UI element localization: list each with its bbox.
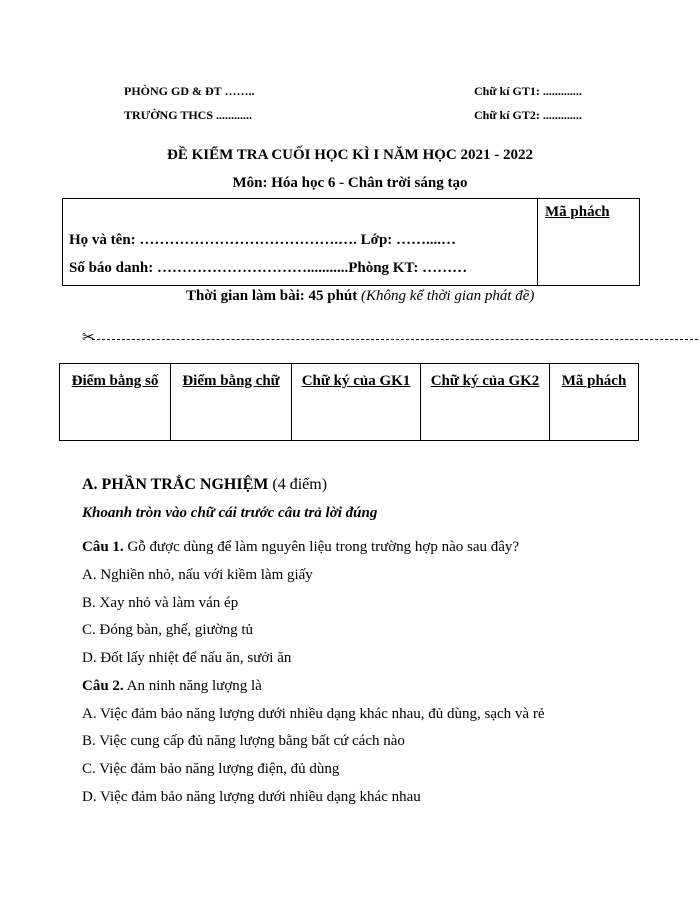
exam-subject: Môn: Hóa học 6 - Chân trời sáng tạo: [232, 175, 468, 191]
candidate-number-field: Số báo danh: …………………………...........Phòng KT: ………: [69, 260, 468, 276]
q1-option-c[interactable]: C. Đóng bàn, ghế, giường tủ: [82, 622, 254, 638]
q2-option-a[interactable]: A. Việc đảm bảo năng lượng dưới nhiều dạng khác nhau, đủ dùng, sạch và rẻ: [82, 706, 545, 722]
section-a-points: (4 điểm): [268, 476, 328, 493]
q1-option-d[interactable]: D. Đốt lấy nhiệt để nấu ăn, sưởi ăn: [82, 650, 292, 666]
q1-option-a[interactable]: A. Nghiền nhỏ, nấu với kiềm làm giấy: [82, 567, 313, 583]
department-label: PHÒNG GD & ĐT ……..: [124, 84, 255, 98]
ma-phach-label: Mã phách: [545, 204, 610, 220]
gk1-signature-header: Chữ ký của GK1: [292, 364, 421, 441]
exam-time-note: (Không kể thời gian phát đề): [361, 288, 535, 304]
q1-option-b[interactable]: B. Xay nhỏ và làm ván ép: [82, 595, 239, 611]
question-2: [82, 678, 262, 695]
question-1: [82, 539, 519, 556]
exam-time: [186, 288, 534, 305]
student-info-box: [62, 198, 640, 286]
q2-option-d[interactable]: D. Việc đảm bảo năng lượng dưới nhiều dạng khác nhau: [82, 789, 421, 805]
school-label: TRƯỜNG THCS ............: [124, 108, 253, 122]
score-table: [59, 363, 639, 441]
question-1-text: Gỗ được dùng để làm nguyên liệu trong trường hợp nào sau đây?: [123, 539, 520, 555]
section-a-instruction: Khoanh tròn vào chữ cái trước câu trả lời đúng: [82, 505, 378, 521]
score-words-header: Điểm bằng chữ: [171, 364, 292, 441]
question-2-text: An ninh năng lượng là: [123, 678, 262, 694]
score-number-header: Điểm bằng số: [60, 364, 171, 441]
info-box-divider: [537, 199, 538, 285]
section-a-heading: [82, 476, 327, 494]
gk2-signature-header: Chữ ký của GK2: [421, 364, 550, 441]
signature-gt2: Chữ kí GT2: .............: [474, 108, 582, 122]
question-1-label: Câu 1.: [82, 539, 124, 555]
table-row: [60, 364, 639, 441]
exam-title: ĐỀ KIỂM TRA CUỐI HỌC KÌ I NĂM HỌC 2021 - 2022: [167, 147, 533, 163]
cut-line: [92, 339, 698, 340]
signature-gt1: Chữ kí GT1: .............: [474, 84, 582, 98]
exam-time-main: Thời gian làm bài: 45 phút: [186, 288, 362, 304]
scissors-icon: ✂: [82, 330, 95, 346]
ma-phach-header: Mã phách: [550, 364, 639, 441]
q2-option-c[interactable]: C. Việc đảm bảo năng lượng điện, đủ dùng: [82, 761, 340, 777]
q2-option-b[interactable]: B. Việc cung cấp đủ năng lượng bằng bất cứ cách nào: [82, 733, 405, 749]
section-a-title: A. PHẦN TRẮC NGHIỆM: [82, 476, 269, 493]
name-class-field: Họ và tên: ………………………………….…. Lớp: ……....…: [69, 232, 457, 248]
question-2-label: Câu 2.: [82, 678, 124, 694]
